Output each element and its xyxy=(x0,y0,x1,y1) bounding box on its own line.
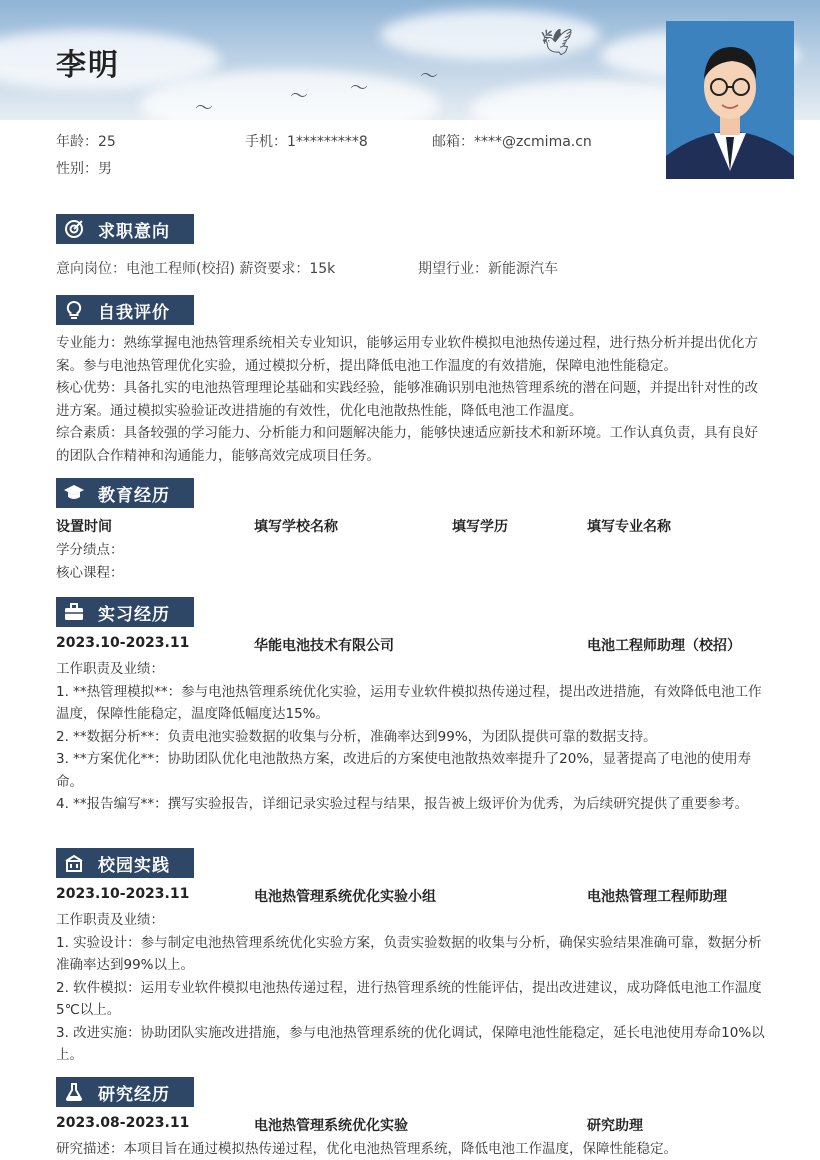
education-school: 填写学校名称 xyxy=(254,519,338,535)
campus-row xyxy=(56,886,768,908)
section-education xyxy=(56,478,194,508)
education-details xyxy=(56,539,768,584)
internship-line: 工作职责及业绩： xyxy=(56,661,164,677)
education-row xyxy=(56,516,768,538)
internship-row xyxy=(56,635,768,657)
building-icon xyxy=(59,848,89,878)
age-info: 年龄：25 xyxy=(56,134,116,150)
bird-icon: 🕊 xyxy=(540,28,574,58)
section-title: 自我评价 xyxy=(98,302,170,323)
section-campus xyxy=(56,848,194,878)
self-eval-paragraph: 核心优势：具备扎实的电池热管理理论基础和实践经验，能够准确识别电池热管理系统的潜在问题，并提出针对性的改进方案。通过模拟实验验证改进措施的有效性，优化电池散热性能，降低电池工作温度。 xyxy=(56,380,758,419)
bird-icon: 〜 xyxy=(195,98,213,119)
target-icon xyxy=(59,214,89,244)
self-eval-text xyxy=(56,332,768,467)
profile-photo xyxy=(666,21,794,179)
internship-line: 2. **数据分析**：负责电池实验数据的收集与分析，准确率达到99%，为团队提供可靠的数据支持。 xyxy=(56,728,657,745)
internship-line: 4. **报告编写**：撰写实验报告，详细记录实验过程与结果，报告被上级评价为优秀，为后续研究提供了重要参考。 xyxy=(56,796,749,812)
campus-line: 1. 实验设计：参与制定电池热管理系统优化实验方案，负责实验数据的收集与分析，确保实验结果准确可靠，数据分析准确率达到99%以上。 xyxy=(56,934,762,973)
section-title: 求职意向 xyxy=(98,221,170,242)
email-info: 邮箱：****@zcmima.cn xyxy=(432,134,592,150)
research-desc: 研究描述：本项目旨在通过模拟热传递过程，优化电池热管理系统，降低电池工作温度，保障性能稳定。 xyxy=(56,1141,677,1157)
section-self-eval xyxy=(56,295,194,325)
graduation-cap-icon xyxy=(59,478,89,508)
internship-role: 电池工程师助理（校招） xyxy=(587,638,741,654)
section-internship xyxy=(56,597,194,627)
campus-time: 2023.10-2023.11 xyxy=(56,886,190,902)
lightbulb-icon xyxy=(59,295,89,325)
campus-org: 电池热管理系统优化实验小组 xyxy=(254,889,436,905)
flask-icon xyxy=(59,1077,89,1107)
section-title: 实习经历 xyxy=(98,604,170,625)
section-title: 校园实践 xyxy=(98,855,170,876)
section-title: 研究经历 xyxy=(98,1084,170,1105)
research-details xyxy=(56,1138,768,1160)
bird-icon: 〜 xyxy=(350,78,368,99)
education-courses: 核心课程： xyxy=(56,564,124,581)
self-eval-paragraph: 专业能力：熟练掌握电池热管理系统相关专业知识，能够运用专业软件模拟电池热传递过程，进行热分析并提出优化方案。参与电池热管理优化实验，通过模拟分析，提出降低电池工作温度的有效措施，保障电池性能稳定。 xyxy=(56,335,758,374)
internship-time: 2023.10-2023.11 xyxy=(56,635,190,651)
phone-info: 手机：1*********8 xyxy=(245,134,368,150)
section-research xyxy=(56,1077,194,1107)
bird-icon: 〜 xyxy=(420,66,438,87)
internship-company: 华能电池技术有限公司 xyxy=(254,638,394,654)
bird-icon: 〜 xyxy=(290,86,308,107)
internship-line: 3. **方案优化**：协助团队优化电池散热方案，改进后的方案使电池散热效率提升了20%，显著提高了电池的使用寿命。 xyxy=(56,751,752,790)
campus-details xyxy=(56,909,768,1067)
position-salary: 意向岗位：电池工程师(校招) 薪资要求：15k xyxy=(56,261,336,277)
expected-industry: 期望行业：新能源汽车 xyxy=(418,261,558,277)
education-gpa: 学分绩点： xyxy=(56,542,124,558)
campus-line: 2. 软件模拟：运用专业软件模拟电池热传递过程，进行热管理系统的性能评估，提出改进建议，成功降低电池工作温度5℃以上。 xyxy=(56,979,762,1018)
education-major: 填写专业名称 xyxy=(587,519,671,535)
campus-line: 3. 改进实施：协助团队实施改进措施，参与电池热管理系统的优化调试，保障电池性能稳定，延长电池使用寿命10%以上。 xyxy=(56,1024,765,1063)
gender-info: 性别：男 xyxy=(56,161,112,177)
self-eval-paragraph: 综合素质：具备较强的学习能力、分析能力和问题解决能力，能够快速适应新技术和新环境。工作认真负责，具有良好的团队合作精神和沟通能力，能够高效完成项目任务。 xyxy=(56,425,758,464)
research-project: 电池热管理系统优化实验 xyxy=(254,1118,408,1134)
section-title: 教育经历 xyxy=(98,485,170,506)
research-role: 研究助理 xyxy=(587,1118,643,1134)
candidate-name: 李明 xyxy=(56,48,120,83)
section-job-intent xyxy=(56,214,194,244)
education-degree: 填写学历 xyxy=(452,519,508,535)
briefcase-icon xyxy=(59,597,89,627)
education-time: 设置时间 xyxy=(56,519,112,535)
research-time: 2023.08-2023.11 xyxy=(56,1115,190,1131)
internship-details xyxy=(56,658,768,816)
campus-line: 工作职责及业绩： xyxy=(56,912,164,928)
research-row xyxy=(56,1115,768,1137)
campus-role: 电池热管理工程师助理 xyxy=(587,889,727,905)
internship-line: 1. **热管理模拟**：参与电池热管理系统优化实验，运用专业软件模拟热传递过程，提出改进措施，有效降低电池工作温度，保障性能稳定，温度降低幅度达15%。 xyxy=(56,683,762,722)
